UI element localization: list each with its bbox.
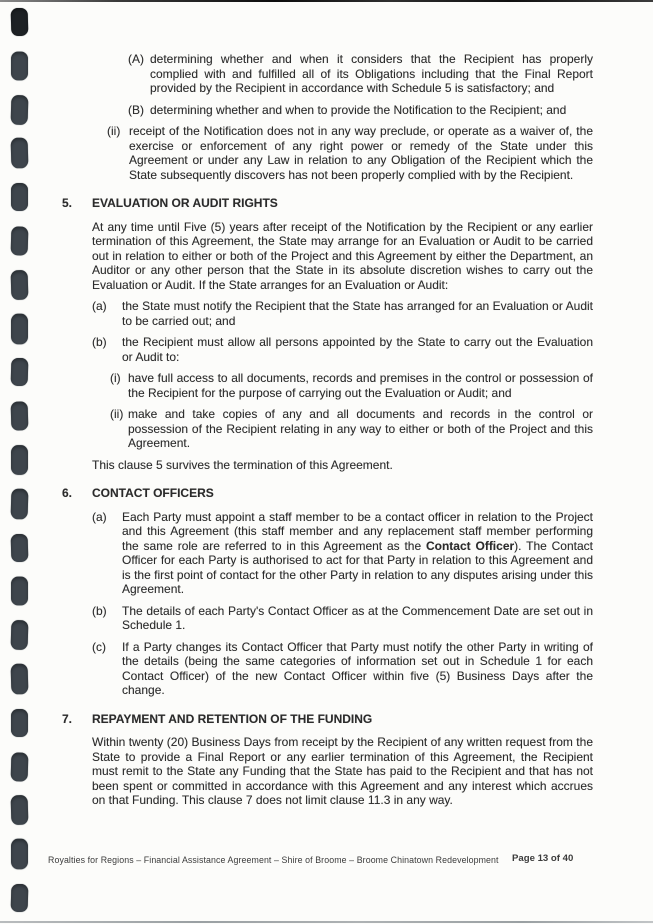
section-5-heading — [62, 196, 593, 211]
binding-hole — [11, 664, 29, 695]
binding-hole — [11, 709, 28, 737]
binding-hole — [11, 358, 29, 386]
binding-hole — [11, 884, 29, 912]
clause-marker-ii: (ii) — [107, 124, 121, 138]
binding-hole — [11, 488, 29, 519]
section-6-number: 6. — [62, 486, 73, 500]
clause-text-5a: the State must notify the Recipient that the State has arranged for an Evaluation or Audit to be carried out; and — [122, 299, 593, 328]
section-5-title: EVALUATION OR AUDIT RIGHTS — [92, 196, 278, 210]
binding-hole — [11, 8, 29, 36]
page-footer — [0, 853, 653, 867]
clause-text-B: determining whether and when to provide the Notification to the Recipient; and — [150, 102, 567, 117]
clause-item-ii — [107, 124, 593, 182]
section-7-number: 7. — [62, 711, 73, 726]
clause-marker-5a: (a) — [92, 299, 107, 313]
binding-hole — [11, 402, 29, 431]
section-7-heading — [62, 711, 593, 727]
clause-marker-B: (B) — [128, 102, 144, 117]
footer-page-number: Page 13 of 40 — [512, 853, 574, 864]
binding-hole — [11, 226, 29, 255]
clause-text-5b: the Recipient must allow all persons appointed by the State to carry out the Evaluation or Audit to: — [122, 335, 593, 364]
section-5-closing: This clause 5 survives the termination of this Agreement. — [92, 457, 393, 472]
section-6-heading — [62, 486, 593, 501]
binding-hole — [11, 95, 29, 125]
clause-text-5b-ii: make and take copies of any and all documents and records in the control or possession of the Recipient relating in any way to either or both of the Project and this Agreement. — [128, 407, 593, 450]
section-7-body: Within twenty (20) Business Days from receipt by the Recipient of any written request from the State to provide a Final Report or any earlier termination of this Agreement, the Recipient must remit to the State any Funding that the State has paid to the Recipient and that has not been spent or committed in accordance with this Agreement and any interest which accrues on that Funding. This clause 7 does not limit clause 11.3 in any way. — [92, 735, 593, 807]
clause-text-6a-after: ). The Contact Officer for each Party is authorised to act for that Party in relation to this Agreement and is the first point of contact for the other Party in relation to any disputes arising under this Agreement. — [122, 538, 593, 596]
clause-marker-6a: (a) — [92, 509, 107, 524]
binding-hole — [11, 533, 29, 561]
binding-hole — [11, 313, 28, 344]
binding-hole — [11, 577, 28, 606]
footer-document-title: Royalties for Regions – Financial Assistance Agreement – Shire of Broome – Broome Chinatown Redevelopment — [48, 855, 499, 865]
clause-item-6a — [92, 510, 593, 597]
binding-hole — [11, 51, 28, 80]
clause-text-ii: receipt of the Notification does not in any way preclude, or operate as a waiver of, the exercise or enforcement of any right power or remedy of the State under this Agreement or under any Law in relation to any Obligation of the Recipient which the State subsequently discovers has not been properly complied with by the Recipient. — [129, 124, 593, 182]
clause-item-5b-ii — [110, 407, 593, 451]
clause-item-B — [128, 103, 593, 118]
clause-text-6b: The details of each Party's Contact Officer as at the Commencement Date are set out in Schedule 1. — [122, 603, 593, 632]
section-5-number: 5. — [62, 196, 73, 210]
binding-hole — [11, 752, 29, 781]
binding-hole — [11, 138, 29, 169]
binding-hole — [11, 445, 28, 475]
clause-item-6c — [92, 640, 593, 698]
clause-text-A: determining whether and when it considers that the Recipient has properly complied with and fulfilled all of its Obligations including that the Final Report provided by the Recipient in accordance with Schedule 5 is satisfactory; and — [150, 52, 593, 95]
clause-text-6c: If a Party changes its Contact Officer that Party must notify the other Party in writing of the details (being the same categories of information set out in Schedule 1 for each Contact Officer) of the new Contact Officer within five (5) Business Days after the change. — [122, 639, 593, 697]
clause-marker-6b: (b) — [92, 603, 107, 618]
contact-officer-defined-term: Contact Officer — [425, 538, 515, 553]
page-content — [62, 52, 593, 808]
clause-marker-5b-i: (i) — [110, 371, 121, 385]
section-6-title: CONTACT OFFICERS — [92, 486, 214, 500]
clause-marker-A: (A) — [128, 52, 144, 66]
clause-text-6a-before: Each Party must appoint a staff member to be a contact officer in relation to the Project and this Agreement (this staff member and any replacement staff member performing the same role are referred to in this Agreement as the — [122, 509, 593, 553]
scan-bottom-edge — [0, 921, 653, 923]
clause-item-A — [128, 52, 593, 96]
clause-text-6a — [122, 510, 593, 597]
clause-text-5b-i: have full access to all documents, records and premises in the control or possession of the Recipient for the purpose of carrying out the Evaluation or Audit; and — [128, 371, 593, 400]
clause-item-6b — [92, 604, 593, 633]
section-5-intro: At any time until Five (5) years after receipt of the Notification by the Recipient or any earlier termination of this Agreement, the State may arrange for an Evaluation or Audit to be carried out in relation to either or both of the Project and this Agreement by either the Department, an Auditor or any other person that the State in its absolute discretion wishes to carry out the Evaluation or Audit. If the State arranges for an Evaluation or Audit: — [92, 219, 593, 292]
binding-hole — [11, 270, 29, 300]
clause-marker-5b: (b) — [92, 335, 107, 349]
clause-item-5a — [92, 299, 593, 328]
clause-marker-5b-ii: (ii) — [110, 407, 124, 421]
binding-hole — [11, 183, 28, 211]
section-7-title: REPAYMENT AND RETENTION OF THE FUNDING — [92, 711, 373, 726]
binding-hole — [11, 620, 29, 650]
clause-item-5b — [92, 335, 593, 364]
clause-marker-6c: (c) — [92, 639, 106, 654]
binding-hole — [11, 795, 29, 825]
scan-top-edge — [0, 0, 653, 2]
clause-item-5b-i — [110, 371, 593, 400]
